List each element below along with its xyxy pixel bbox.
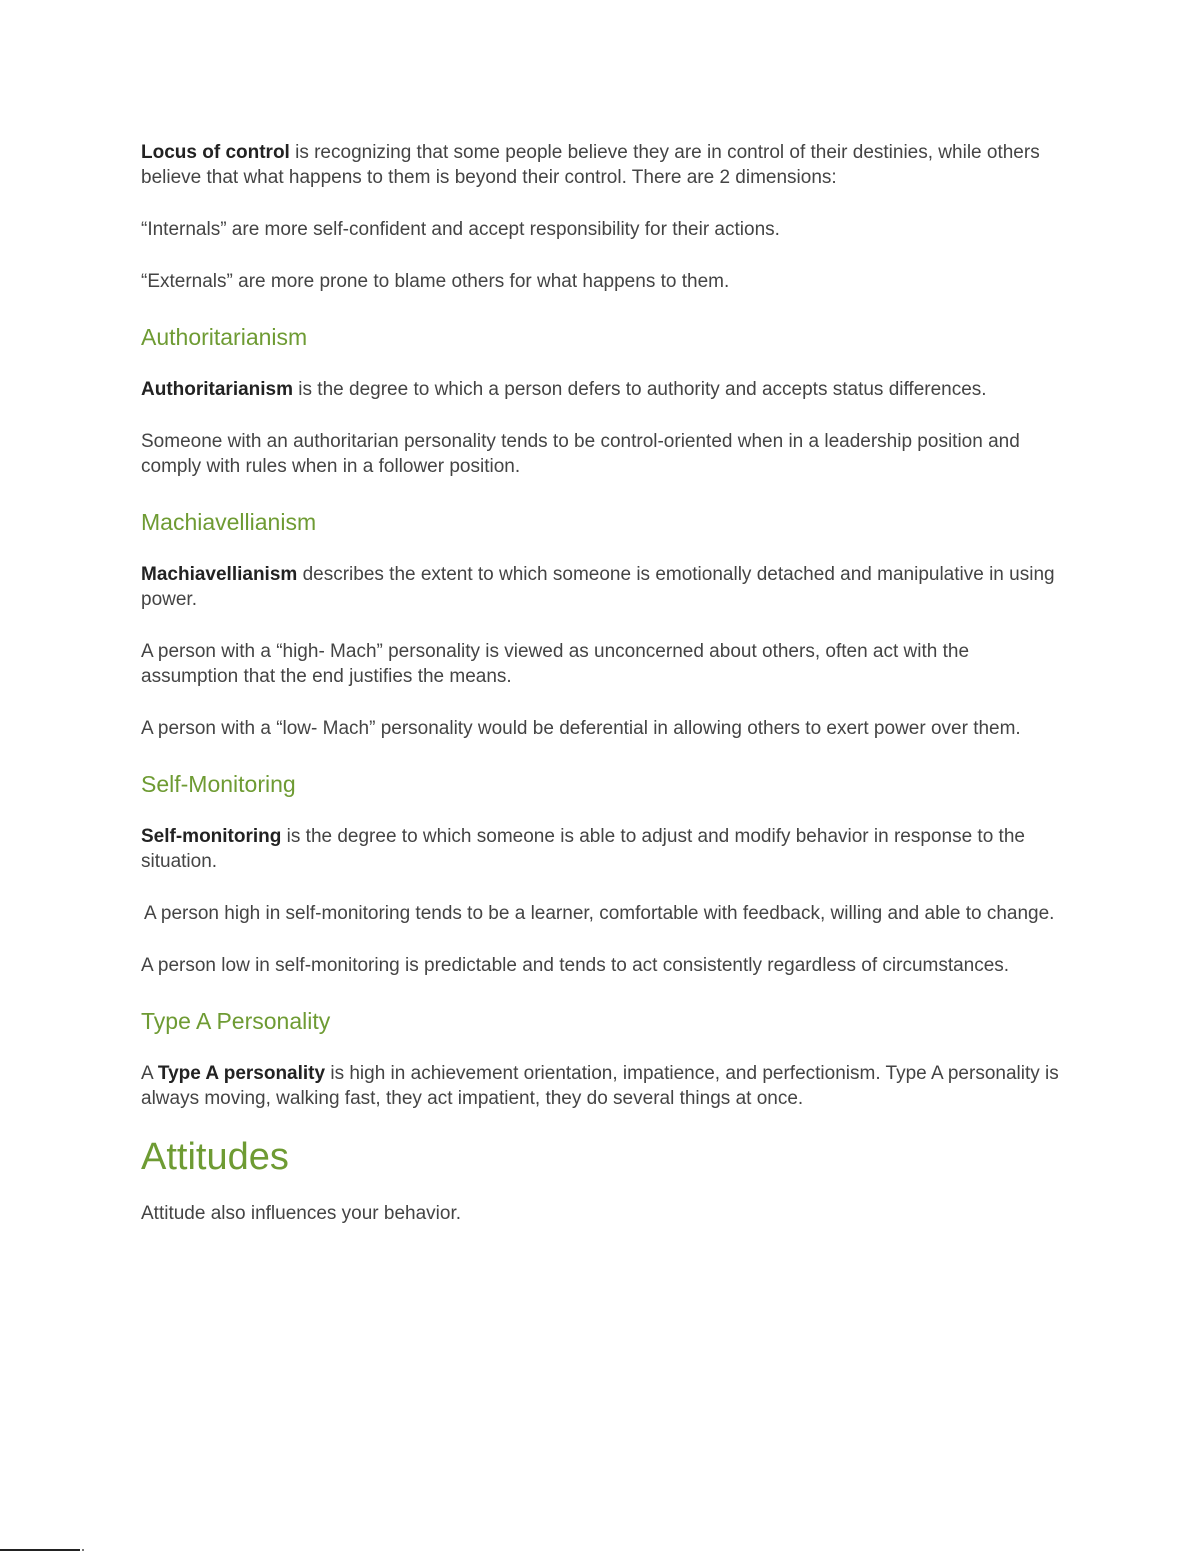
locus-term: Locus of control — [141, 142, 290, 163]
type-a-heading: Type A Personality — [141, 1008, 331, 1034]
internals-paragraph: “Internals” are more self-confident and accept responsibility for their actions. — [141, 219, 780, 240]
self-monitoring-definition — [141, 824, 1061, 874]
high-mach-paragraph: A person with a “high- Mach” personality is viewed as unconcerned about others, often act with the assumption that the end justifies the means. — [141, 641, 970, 687]
self-monitoring-term: Self-monitoring — [141, 826, 282, 847]
low-self-monitoring-paragraph: A person low in self-monitoring is predictable and tends to act consistently regardless of circumstances. — [141, 955, 1010, 976]
low-mach-paragraph: A person with a “low- Mach” personality would be deferential in allowing others to exert power over them. — [141, 718, 1021, 739]
machiavellianism-text: describes the extent to which someone is emotionally detached and manipulative in using power. — [141, 564, 1055, 610]
high-self-monitoring-paragraph: A person high in self-monitoring tends to be a learner, comfortable with feedback, willing and able to change. — [144, 903, 1055, 924]
type-a-text: is high in achievement orientation, impatience, and perfectionism. Type A personality is always moving, walking fast, they act impatient, they do several things at once. — [141, 1063, 1059, 1109]
self-monitoring-text: is the degree to which someone is able to adjust and modify behavior in response to the situation. — [141, 826, 1025, 872]
authoritarianism-heading: Authoritarianism — [141, 324, 308, 350]
attitudes-paragraph: Attitude also influences your behavior. — [141, 1203, 462, 1224]
machiavellianism-term: Machiavellianism — [141, 564, 298, 585]
authoritarianism-definition — [141, 377, 1061, 402]
footnote-separator — [0, 1549, 80, 1551]
attitudes-heading: Attitudes — [141, 1136, 289, 1178]
type-a-prefix: A — [141, 1063, 158, 1084]
self-monitoring-heading: Self-Monitoring — [141, 771, 296, 797]
machiavellianism-definition — [141, 562, 1061, 612]
machiavellianism-heading: Machiavellianism — [141, 509, 317, 535]
footnote-mark — [82, 1549, 84, 1551]
locus-text: is recognizing that some people believe they are in control of their destinies, while others believe that what happens to them is beyond their control. There are 2 dimensions: — [141, 142, 1040, 188]
document-body — [141, 140, 1061, 1226]
type-a-term: Type A personality — [157, 1063, 326, 1084]
locus-paragraph — [141, 140, 1061, 190]
authoritarianism-term: Authoritarianism — [141, 379, 294, 400]
authoritarianism-text: is the degree to which a person defers to authority and accepts status differences. — [293, 379, 987, 400]
externals-paragraph: “Externals” are more prone to blame others for what happens to them. — [141, 271, 730, 292]
authoritarianism-paragraph-2: Someone with an authoritarian personality tends to be control-oriented when in a leadership position and comply with rules when in a follower position. — [141, 431, 1020, 477]
type-a-definition — [141, 1061, 1061, 1111]
